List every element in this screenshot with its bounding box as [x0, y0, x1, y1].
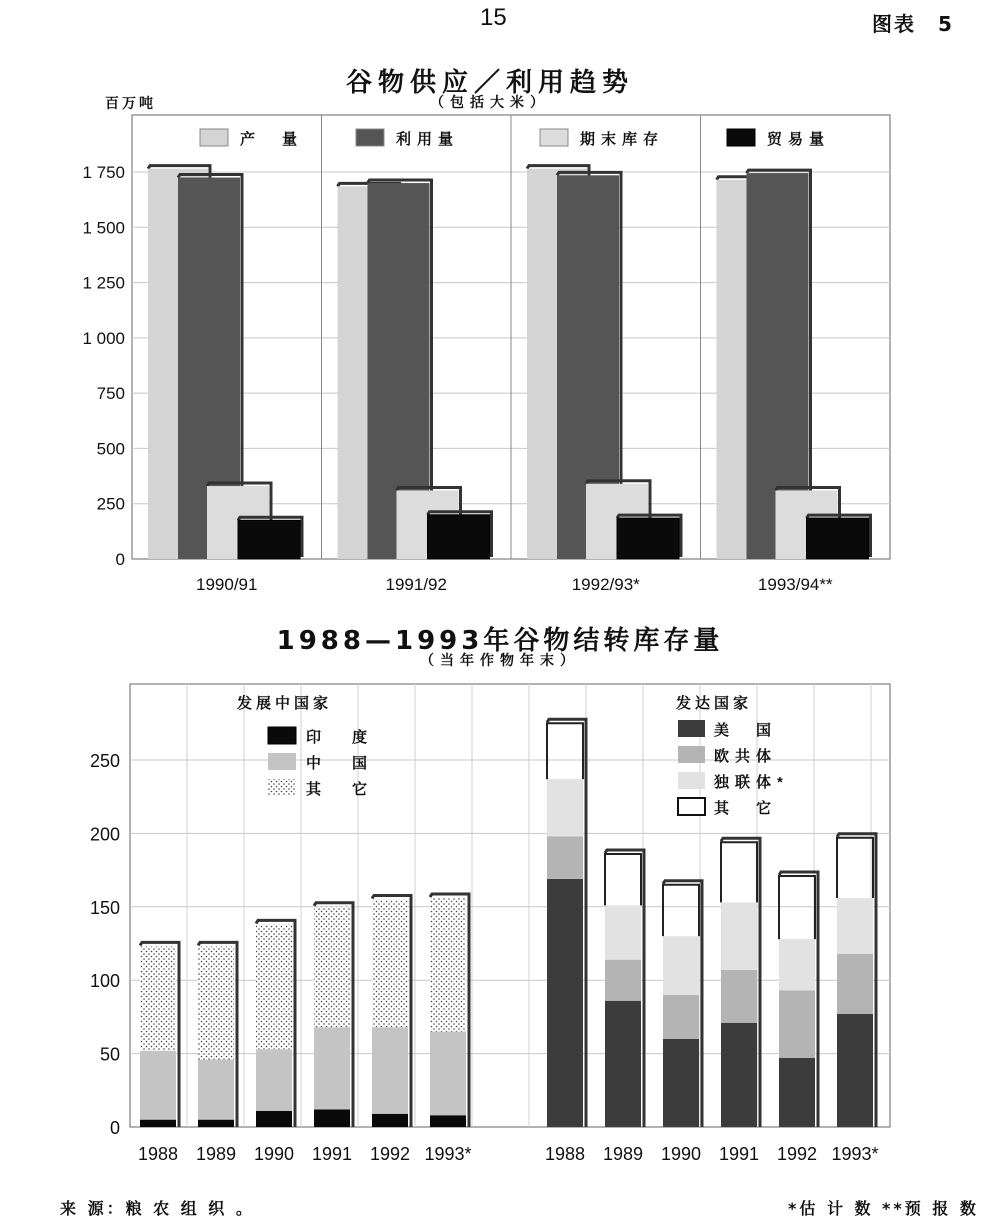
chart2-bar-segment — [314, 1109, 350, 1127]
chart1-y-tick-label: 1 250 — [82, 273, 125, 293]
chart2-bar-segment — [663, 995, 699, 1039]
chart2-bar-segment — [198, 1120, 234, 1127]
chart2-y-tick-label: 50 — [99, 1044, 120, 1065]
chart2-bar-segment — [721, 970, 757, 1023]
chart1-y-tick-label: 500 — [96, 439, 125, 459]
chart1-title: 谷物供应／利用趋势 — [345, 68, 634, 98]
chart1-y-tick-label: 1 750 — [82, 163, 125, 182]
chart2-x-tick-label: 1988 — [137, 1144, 179, 1164]
chart2-bar-segment — [779, 1058, 815, 1127]
chart1-y-tick-label: 1 000 — [82, 328, 125, 348]
chart1-x-tick-label: 1992/93* — [571, 575, 640, 594]
chart2-y-tick-label: 150 — [89, 897, 120, 918]
chart1-legend-swatch — [727, 129, 755, 146]
chart2-bar-segment — [256, 924, 292, 1049]
chart2-bar-segment — [837, 954, 873, 1014]
chart2-bar-segment — [198, 1059, 234, 1119]
chart2-y-tick-label: 100 — [89, 971, 120, 992]
footnote-estimate: *估 计 数 — [788, 1199, 874, 1218]
chart1-bar-4 — [617, 518, 679, 559]
chart2-bar-segment — [430, 1032, 466, 1116]
chart2-bar-segment — [256, 1049, 292, 1111]
chart2-legend-swatch — [268, 779, 296, 796]
page-number: 15 — [480, 4, 507, 31]
chart1-y-tick-label: 1 500 — [82, 218, 125, 238]
chart1-supply-utilization — [82, 115, 890, 594]
chart2-bar-segment — [547, 879, 583, 1127]
chart1-bar-4 — [428, 515, 490, 559]
chart2-bar-segment — [605, 905, 641, 959]
chart2-legend-label: 其 它 — [714, 800, 778, 817]
chart2-legend-swatch — [268, 753, 296, 770]
footnote-forecast: **预 报 数 — [882, 1199, 979, 1218]
chart2-x-tick-label: 1988 — [544, 1144, 586, 1164]
chart2-legend-label: 美 国 — [714, 722, 778, 739]
chart2-bar-segment — [314, 907, 350, 1027]
chart1-unit-label: 百万吨 — [105, 96, 156, 112]
chart2-bar-segment — [837, 898, 873, 954]
source-note: 来 源：粮 农 组 织 。 — [60, 1199, 255, 1218]
chart2-x-tick-label: 1990 — [660, 1144, 702, 1164]
chart2-subtitle: （当年作物年末） — [420, 653, 580, 669]
chart2-x-tick-label: 1993* — [831, 1144, 879, 1164]
chart2-legend-title-developing: 发展中国家 — [237, 695, 333, 712]
chart2-bar-segment — [372, 899, 408, 1027]
chart2-bar-segment — [779, 939, 815, 990]
chart2-legend-label: 其 它 — [306, 781, 376, 798]
chart1-bar-4 — [807, 518, 869, 559]
chart2-bar-segment — [547, 779, 583, 836]
chart2-bar-segment — [314, 1027, 350, 1109]
chart1-x-tick-label: 1991/92 — [385, 575, 447, 594]
chart1-legend-swatch — [200, 129, 228, 146]
chart2-bar-segment — [837, 1014, 873, 1127]
chart1-x-tick-label: 1990/91 — [196, 575, 258, 594]
chart1-legend-label: 贸易量 — [767, 131, 831, 148]
chart1-y-tick-label: 750 — [96, 384, 125, 404]
chart2-y-tick-label: 200 — [89, 824, 120, 845]
chart2-bar-segment — [605, 1001, 641, 1127]
chart2-x-tick-label: 1992 — [776, 1144, 818, 1164]
chart2-bar-segment — [430, 898, 466, 1032]
chart2-carryover-stocks — [90, 684, 890, 1164]
chart2-legend-swatch — [678, 746, 705, 763]
chart2-y-tick-label: 250 — [89, 751, 120, 771]
chart2-legend-label: 独联体* — [714, 774, 789, 791]
chart2-x-tick-label: 1989 — [195, 1144, 237, 1164]
chart1-x-tick-label: 1993/94** — [757, 575, 833, 594]
chart2-legend-title-developed: 发达国家 — [676, 695, 753, 712]
chart2-bar-segment — [198, 946, 234, 1059]
chart2-x-tick-label: 1989 — [602, 1144, 644, 1164]
chart1-legend-swatch — [540, 129, 568, 146]
chart2-bar-segment — [140, 946, 176, 1050]
chart2-bar-segment — [140, 1120, 176, 1127]
chart1-subtitle: （包括大米） — [430, 95, 550, 111]
chart2-bar-segment — [372, 1114, 408, 1127]
chart2-legend-label: 欧共体 — [714, 748, 778, 765]
chart2-bar-segment — [430, 1115, 466, 1127]
chart2-bar-segment — [721, 902, 757, 970]
chart2-legend-swatch — [678, 772, 705, 789]
chart1-legend-label: 产 量 — [240, 131, 304, 148]
chart1-y-tick-label: 250 — [96, 494, 125, 514]
chart2-title: 1988—1993年谷物结转库存量 — [276, 626, 724, 656]
chart2-y-tick-label: 0 — [109, 1118, 120, 1138]
chart2-x-tick-label: 1993* — [424, 1144, 472, 1164]
chart2-x-tick-label: 1991 — [311, 1144, 353, 1164]
chart2-legend-label: 中 国 — [306, 755, 376, 772]
chart1-bar-4 — [238, 520, 300, 559]
chart2-bar-segment — [256, 1111, 292, 1127]
chart1-legend-label: 利用量 — [396, 131, 460, 148]
chart2-x-tick-label: 1991 — [718, 1144, 760, 1164]
chart2-bar-segment — [663, 1039, 699, 1127]
chart2-x-tick-label: 1992 — [369, 1144, 411, 1164]
chart2-bar-segment — [605, 960, 641, 1001]
chart2-bar-segment — [547, 836, 583, 879]
chart2-bar-segment — [372, 1027, 408, 1114]
chart2-bar-segment — [663, 936, 699, 995]
chart2-x-tick-label: 1990 — [253, 1144, 295, 1164]
chart1-legend-label: 期末库存 — [580, 131, 665, 148]
chart1-y-tick-label: 0 — [115, 550, 125, 569]
chart2-bar-segment — [721, 1023, 757, 1127]
figure-label: 图表 5 — [872, 12, 954, 36]
chart2-legend-swatch — [268, 727, 296, 744]
chart2-legend-swatch — [678, 798, 705, 815]
chart2-bar-segment — [140, 1051, 176, 1120]
chart2-legend-label: 印 度 — [306, 729, 376, 746]
chart1-legend-swatch — [356, 129, 384, 146]
chart2-bar-segment — [779, 990, 815, 1058]
chart2-legend-swatch — [678, 720, 705, 737]
